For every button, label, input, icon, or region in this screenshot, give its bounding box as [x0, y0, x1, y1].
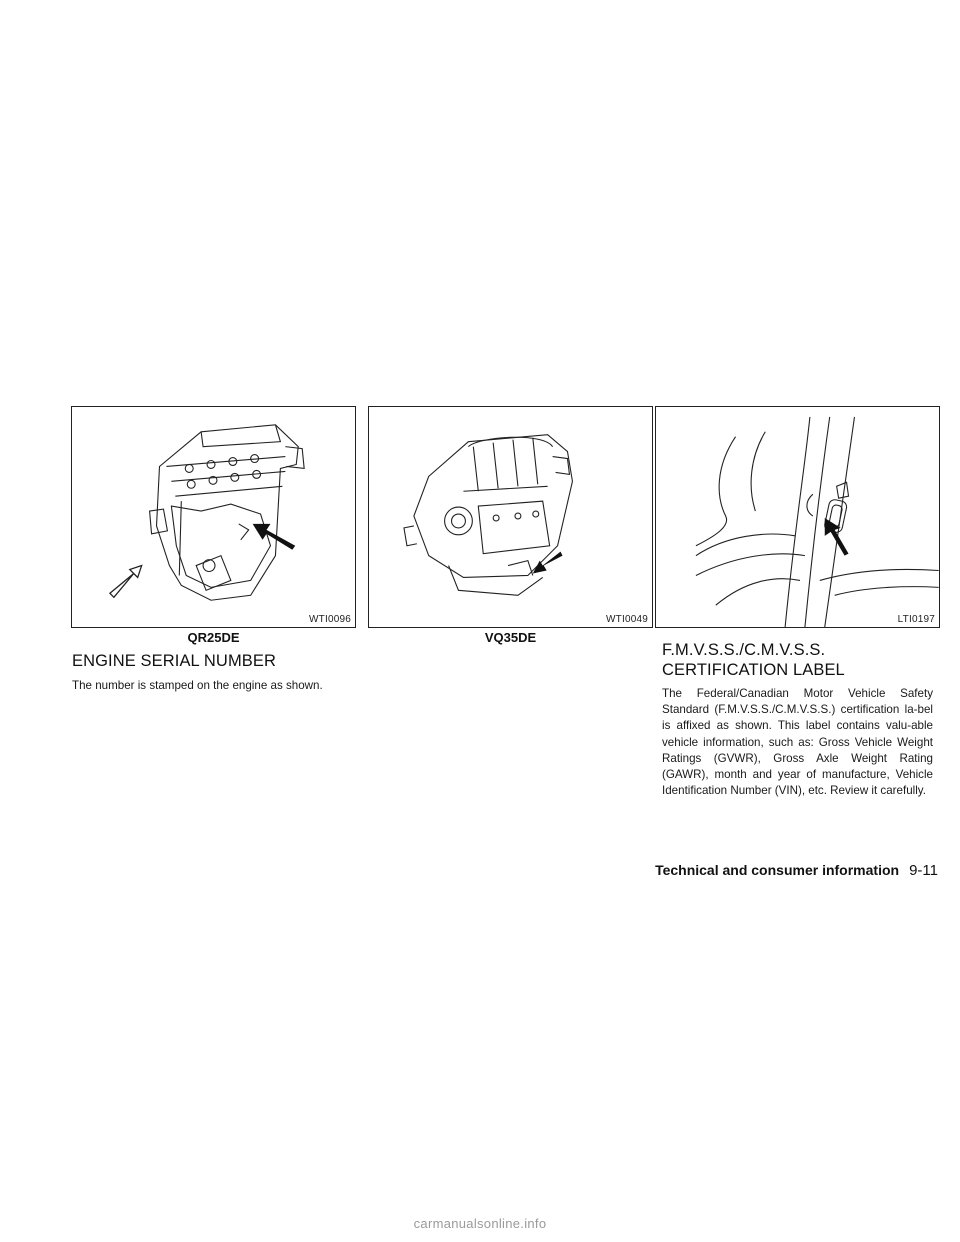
figure-vq35de — [368, 406, 653, 628]
heading-line: CERTIFICATION LABEL — [662, 661, 845, 679]
figure-code: WTI0096 — [309, 614, 351, 625]
page-footer — [655, 862, 938, 879]
engine-qr25de-illustration — [72, 407, 355, 627]
footer-section-title: Technical and consumer information — [655, 862, 900, 878]
figure-code: WTI0049 — [606, 614, 648, 625]
page-number: 9-11 — [909, 862, 938, 879]
front-direction-arrow-icon — [110, 566, 142, 598]
figure-certification-label — [655, 406, 940, 628]
arrow-icon — [825, 518, 849, 556]
figure-caption: VQ35DE — [484, 630, 537, 645]
section-body-engine-serial: The number is stamped on the engine as shown. — [72, 679, 323, 692]
watermark: carmanualsonline.info — [413, 1216, 547, 1231]
arrow-icon — [253, 524, 296, 550]
section-heading-engine-serial: ENGINE SERIAL NUMBER — [72, 652, 277, 670]
heading-line: F.M.V.S.S./C.M.V.S.S. — [662, 641, 826, 659]
section-body-certification: The Federal/Canadian Motor Vehicle Safety Standard (F.M.V.S.S./C.M.V.S.S.) certification la-bel is affixed as shown. This label contains valu-able vehicle information, such as: Gross Vehicle Weight Ratings (GVWR), Gross Axle Weight Rating (GAWR), month and year of manufacture, Vehicle Identification Number (VIN), etc. Review it carefully. — [662, 687, 933, 798]
section-heading-certification — [662, 640, 845, 680]
figure-code: LTI0197 — [897, 614, 935, 625]
engine-vq35de-illustration — [369, 407, 652, 627]
figure-caption: QR25DE — [187, 630, 240, 645]
door-pillar-label-illustration — [656, 407, 939, 627]
figure-qr25de — [71, 406, 356, 628]
